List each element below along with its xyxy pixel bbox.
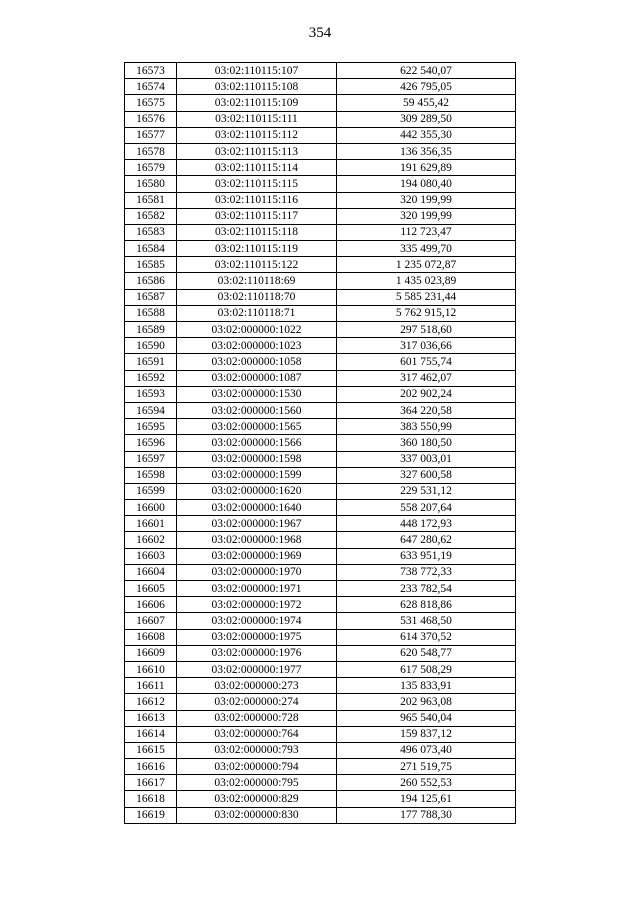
cadastral-number-cell: 03:02:000000:830	[177, 807, 337, 823]
value-cell: 1 435 023,89	[337, 273, 516, 289]
row-number-cell: 16613	[125, 710, 177, 726]
value-cell: 531 468,50	[337, 613, 516, 629]
table-row	[125, 564, 516, 580]
cadastral-number-cell: 03:02:000000:1058	[177, 354, 337, 370]
table-row	[125, 79, 516, 95]
registry-table	[124, 62, 516, 824]
row-number-cell: 16590	[125, 338, 177, 354]
table-row	[125, 710, 516, 726]
row-number-cell: 16611	[125, 678, 177, 694]
row-number-cell: 16579	[125, 160, 177, 176]
value-cell: 628 818,86	[337, 597, 516, 613]
cadastral-number-cell: 03:02:110115:117	[177, 208, 337, 224]
cadastral-number-cell: 03:02:000000:1974	[177, 613, 337, 629]
row-number-cell: 16610	[125, 661, 177, 677]
table-row	[125, 775, 516, 791]
cadastral-number-cell: 03:02:110118:69	[177, 273, 337, 289]
row-number-cell: 16604	[125, 564, 177, 580]
cadastral-number-cell: 03:02:110115:107	[177, 63, 337, 79]
cadastral-number-cell: 03:02:110115:118	[177, 224, 337, 240]
value-cell: 320 199,99	[337, 192, 516, 208]
value-cell: 364 220,58	[337, 402, 516, 418]
table-row	[125, 483, 516, 499]
row-number-cell: 16608	[125, 629, 177, 645]
table-row	[125, 176, 516, 192]
cadastral-number-cell: 03:02:110115:119	[177, 241, 337, 257]
table-row	[125, 613, 516, 629]
table-row	[125, 678, 516, 694]
cadastral-number-cell: 03:02:000000:1977	[177, 661, 337, 677]
row-number-cell: 16600	[125, 500, 177, 516]
row-number-cell: 16607	[125, 613, 177, 629]
row-number-cell: 16612	[125, 694, 177, 710]
cadastral-number-cell: 03:02:110118:71	[177, 305, 337, 321]
value-cell: 617 508,29	[337, 661, 516, 677]
value-cell: 260 552,53	[337, 775, 516, 791]
value-cell: 622 540,07	[337, 63, 516, 79]
row-number-cell: 16605	[125, 581, 177, 597]
table-row	[125, 694, 516, 710]
row-number-cell: 16577	[125, 127, 177, 143]
row-number-cell: 16575	[125, 95, 177, 111]
cadastral-number-cell: 03:02:000000:1087	[177, 370, 337, 386]
cadastral-number-cell: 03:02:000000:795	[177, 775, 337, 791]
cadastral-number-cell: 03:02:000000:1566	[177, 435, 337, 451]
cadastral-number-cell: 03:02:110115:115	[177, 176, 337, 192]
cadastral-number-cell: 03:02:000000:1599	[177, 467, 337, 483]
cadastral-number-cell: 03:02:000000:1970	[177, 564, 337, 580]
cadastral-number-cell: 03:02:000000:1972	[177, 597, 337, 613]
table-row	[125, 160, 516, 176]
value-cell: 5 762 915,12	[337, 305, 516, 321]
row-number-cell: 16609	[125, 645, 177, 661]
value-cell: 59 455,42	[337, 95, 516, 111]
value-cell: 383 550,99	[337, 419, 516, 435]
value-cell: 327 600,58	[337, 467, 516, 483]
table-row	[125, 500, 516, 516]
row-number-cell: 16574	[125, 79, 177, 95]
value-cell: 601 755,74	[337, 354, 516, 370]
cadastral-number-cell: 03:02:110118:70	[177, 289, 337, 305]
cadastral-number-cell: 03:02:000000:1023	[177, 338, 337, 354]
value-cell: 194 080,40	[337, 176, 516, 192]
value-cell: 194 125,61	[337, 791, 516, 807]
row-number-cell: 16618	[125, 791, 177, 807]
value-cell: 426 795,05	[337, 79, 516, 95]
cadastral-number-cell: 03:02:000000:794	[177, 759, 337, 775]
table-row	[125, 467, 516, 483]
table-row	[125, 759, 516, 775]
table-row	[125, 305, 516, 321]
cadastral-number-cell: 03:02:000000:1971	[177, 581, 337, 597]
row-number-cell: 16599	[125, 483, 177, 499]
row-number-cell: 16603	[125, 548, 177, 564]
cadastral-number-cell: 03:02:000000:1969	[177, 548, 337, 564]
cadastral-number-cell: 03:02:110115:108	[177, 79, 337, 95]
value-cell: 620 548,77	[337, 645, 516, 661]
row-number-cell: 16606	[125, 597, 177, 613]
table-row	[125, 451, 516, 467]
value-cell: 5 585 231,44	[337, 289, 516, 305]
table-row	[125, 257, 516, 273]
table-row	[125, 322, 516, 338]
row-number-cell: 16592	[125, 370, 177, 386]
row-number-cell: 16578	[125, 143, 177, 159]
cadastral-number-cell: 03:02:110115:112	[177, 127, 337, 143]
row-number-cell: 16594	[125, 402, 177, 418]
row-number-cell: 16581	[125, 192, 177, 208]
cadastral-number-cell: 03:02:110115:116	[177, 192, 337, 208]
value-cell: 320 199,99	[337, 208, 516, 224]
value-cell: 558 207,64	[337, 500, 516, 516]
value-cell: 335 499,70	[337, 241, 516, 257]
row-number-cell: 16602	[125, 532, 177, 548]
cadastral-number-cell: 03:02:000000:1530	[177, 386, 337, 402]
row-number-cell: 16583	[125, 224, 177, 240]
table-row	[125, 338, 516, 354]
row-number-cell: 16588	[125, 305, 177, 321]
row-number-cell: 16593	[125, 386, 177, 402]
value-cell: 448 172,93	[337, 516, 516, 532]
value-cell: 112 723,47	[337, 224, 516, 240]
value-cell: 647 280,62	[337, 532, 516, 548]
row-number-cell: 16616	[125, 759, 177, 775]
value-cell: 309 289,50	[337, 111, 516, 127]
table-row	[125, 807, 516, 823]
row-number-cell: 16597	[125, 451, 177, 467]
value-cell: 271 519,75	[337, 759, 516, 775]
table-row	[125, 791, 516, 807]
cadastral-number-cell: 03:02:000000:1565	[177, 419, 337, 435]
row-number-cell: 16601	[125, 516, 177, 532]
row-number-cell: 16591	[125, 354, 177, 370]
value-cell: 229 531,12	[337, 483, 516, 499]
cadastral-number-cell: 03:02:000000:1022	[177, 322, 337, 338]
cadastral-number-cell: 03:02:110115:122	[177, 257, 337, 273]
value-cell: 965 540,04	[337, 710, 516, 726]
table-row	[125, 95, 516, 111]
cadastral-number-cell: 03:02:110115:113	[177, 143, 337, 159]
row-number-cell: 16614	[125, 726, 177, 742]
table-row	[125, 224, 516, 240]
registry-table-body	[125, 63, 516, 824]
row-number-cell: 16584	[125, 241, 177, 257]
table-row	[125, 241, 516, 257]
row-number-cell: 16617	[125, 775, 177, 791]
row-number-cell: 16596	[125, 435, 177, 451]
value-cell: 202 902,24	[337, 386, 516, 402]
value-cell: 297 518,60	[337, 322, 516, 338]
row-number-cell: 16573	[125, 63, 177, 79]
row-number-cell: 16582	[125, 208, 177, 224]
row-number-cell: 16595	[125, 419, 177, 435]
table-row	[125, 516, 516, 532]
row-number-cell: 16586	[125, 273, 177, 289]
cadastral-number-cell: 03:02:000000:1967	[177, 516, 337, 532]
cadastral-number-cell: 03:02:000000:1976	[177, 645, 337, 661]
cadastral-number-cell: 03:02:000000:1560	[177, 402, 337, 418]
table-row	[125, 192, 516, 208]
row-number-cell: 16580	[125, 176, 177, 192]
value-cell: 337 003,01	[337, 451, 516, 467]
cadastral-number-cell: 03:02:000000:829	[177, 791, 337, 807]
table-row	[125, 435, 516, 451]
cadastral-number-cell: 03:02:000000:764	[177, 726, 337, 742]
cadastral-number-cell: 03:02:000000:273	[177, 678, 337, 694]
cadastral-number-cell: 03:02:110115:109	[177, 95, 337, 111]
table-row	[125, 127, 516, 143]
value-cell: 633 951,19	[337, 548, 516, 564]
value-cell: 1 235 072,87	[337, 257, 516, 273]
value-cell: 135 833,91	[337, 678, 516, 694]
table-row	[125, 386, 516, 402]
cadastral-number-cell: 03:02:000000:1640	[177, 500, 337, 516]
table-row	[125, 645, 516, 661]
cadastral-number-cell: 03:02:000000:1620	[177, 483, 337, 499]
value-cell: 360 180,50	[337, 435, 516, 451]
value-cell: 442 355,30	[337, 127, 516, 143]
cadastral-number-cell: 03:02:110115:111	[177, 111, 337, 127]
cadastral-number-cell: 03:02:000000:1968	[177, 532, 337, 548]
value-cell: 496 073,40	[337, 742, 516, 758]
table-row	[125, 370, 516, 386]
value-cell: 317 036,66	[337, 338, 516, 354]
row-number-cell: 16587	[125, 289, 177, 305]
value-cell: 159 837,12	[337, 726, 516, 742]
table-row	[125, 548, 516, 564]
row-number-cell: 16598	[125, 467, 177, 483]
table-row	[125, 143, 516, 159]
page-number: 354	[308, 25, 332, 41]
table-row	[125, 419, 516, 435]
table-row	[125, 661, 516, 677]
cadastral-number-cell: 03:02:110115:114	[177, 160, 337, 176]
value-cell: 191 629,89	[337, 160, 516, 176]
row-number-cell: 16589	[125, 322, 177, 338]
row-number-cell: 16619	[125, 807, 177, 823]
table-row	[125, 354, 516, 370]
value-cell: 738 772,33	[337, 564, 516, 580]
table-row	[125, 63, 516, 79]
value-cell: 136 356,35	[337, 143, 516, 159]
table-row	[125, 726, 516, 742]
cadastral-number-cell: 03:02:000000:274	[177, 694, 337, 710]
table-row	[125, 532, 516, 548]
value-cell: 202 963,08	[337, 694, 516, 710]
value-cell: 614 370,52	[337, 629, 516, 645]
cadastral-number-cell: 03:02:000000:728	[177, 710, 337, 726]
table-row	[125, 742, 516, 758]
value-cell: 317 462,07	[337, 370, 516, 386]
value-cell: 177 788,30	[337, 807, 516, 823]
table-row	[125, 402, 516, 418]
table-row	[125, 208, 516, 224]
row-number-cell: 16585	[125, 257, 177, 273]
table-row	[125, 597, 516, 613]
table-row	[125, 581, 516, 597]
table-row	[125, 629, 516, 645]
table-row	[125, 273, 516, 289]
table-row	[125, 111, 516, 127]
row-number-cell: 16576	[125, 111, 177, 127]
row-number-cell: 16615	[125, 742, 177, 758]
table-row	[125, 289, 516, 305]
cadastral-number-cell: 03:02:000000:793	[177, 742, 337, 758]
cadastral-number-cell: 03:02:000000:1975	[177, 629, 337, 645]
cadastral-number-cell: 03:02:000000:1598	[177, 451, 337, 467]
value-cell: 233 782,54	[337, 581, 516, 597]
